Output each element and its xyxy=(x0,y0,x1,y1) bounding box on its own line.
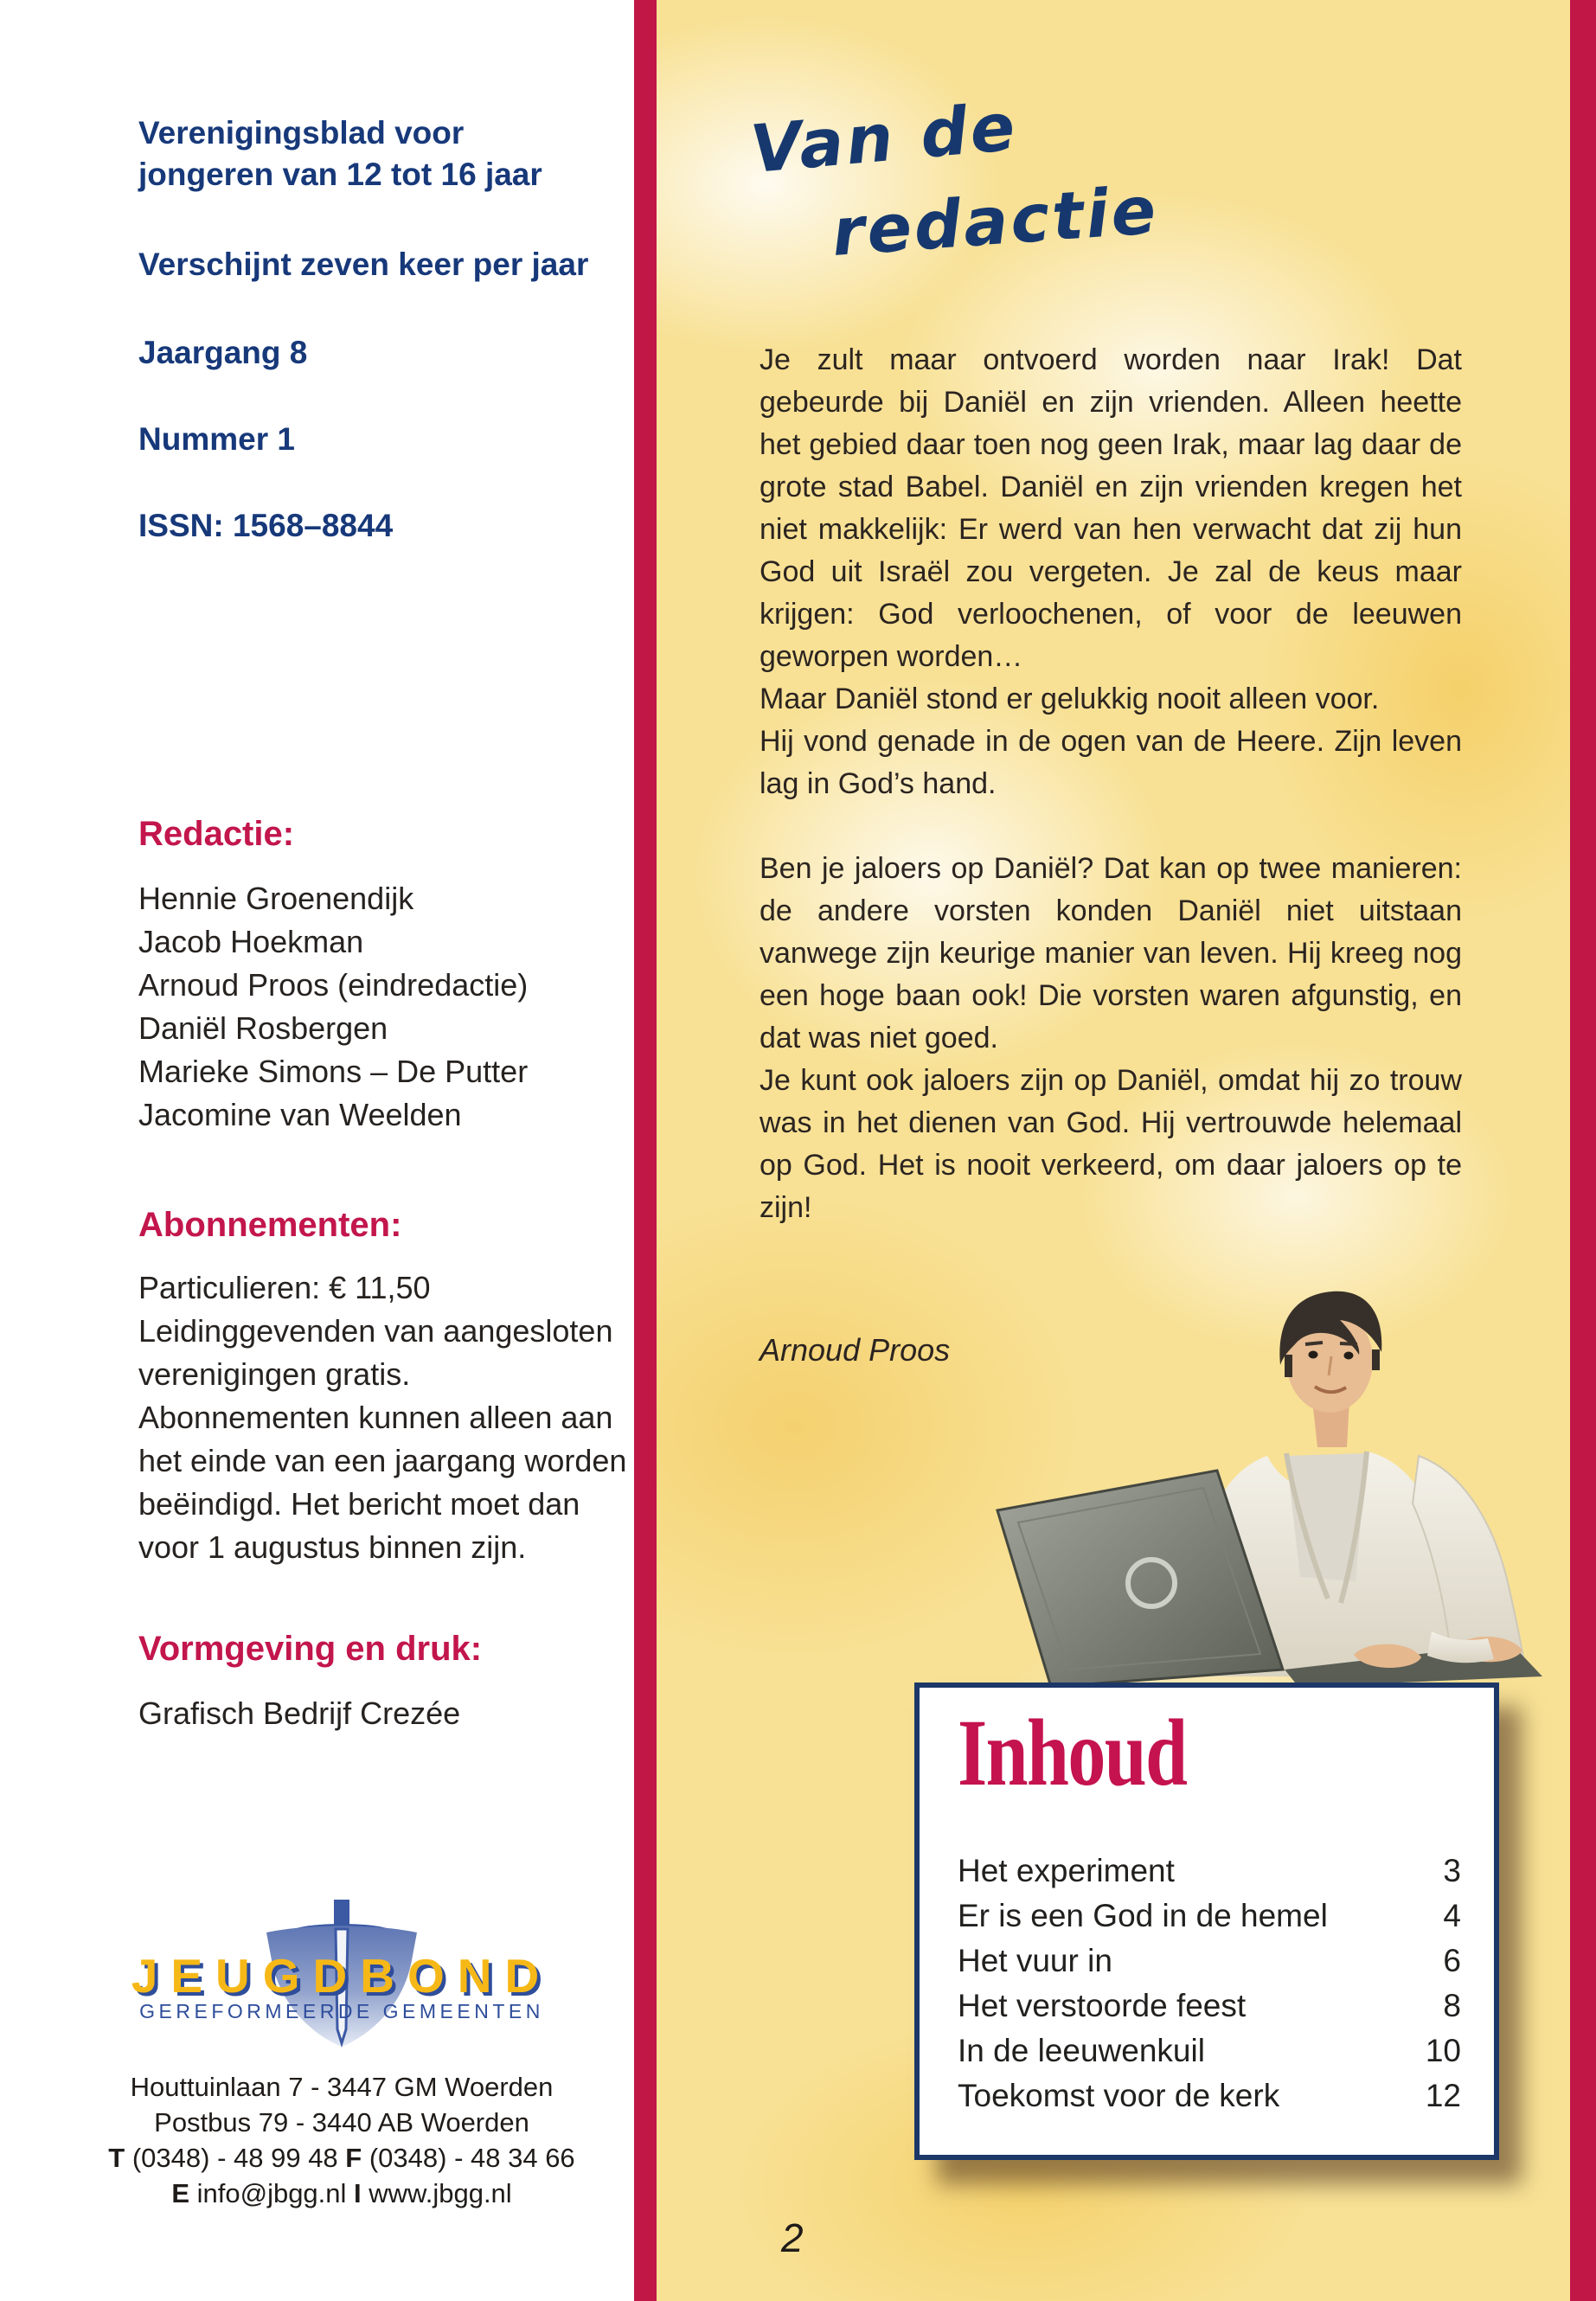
toc-label: Het vuur in xyxy=(958,1943,1112,1978)
toc-page-number: 4 xyxy=(1443,1898,1461,1933)
masthead-frequency: Verschijnt zeven keer per jaar xyxy=(138,247,589,282)
jeugdbond-subtitle: GEREFORMEERDE GEMEENTEN xyxy=(139,2000,544,2022)
address-label: T xyxy=(108,2143,125,2173)
text-line: jongeren van 12 tot 16 jaar xyxy=(138,157,542,192)
vormgeving-heading: Vormgeving en druk: xyxy=(138,1630,483,1668)
address-label: I xyxy=(354,2178,362,2208)
address-label: E xyxy=(171,2178,189,2208)
text-line: Marieke Simons – De Putter xyxy=(138,1054,529,1089)
paragraph xyxy=(760,848,1462,1229)
toc-label: Er is een God in de hemel xyxy=(958,1898,1328,1933)
masthead-audience xyxy=(138,112,623,195)
address-value: (0348) - 48 99 48 xyxy=(125,2143,346,2173)
toc-row xyxy=(958,1894,1461,1939)
text-line: Jacob Hoekman xyxy=(138,924,364,959)
inhoud-entries xyxy=(958,1849,1461,2118)
text-line: Abonnementen kunnen alleen aan xyxy=(138,1400,613,1435)
text-line: verenigingen gratis. xyxy=(138,1356,411,1392)
address-value: Postbus 79 - 3440 AB Woerden xyxy=(154,2107,529,2138)
editorial-signature: Arnoud Proos xyxy=(760,1332,951,1368)
abonnementen-text xyxy=(138,1266,626,1569)
paragraph-chunk: Je kunt ook jaloers zijn op Daniël, omdat hij zo trouw was in het dienen van God. Hij vertrouwde helemaal op God. Het is nooit verkeerd, om daar jaloers op te zijn! xyxy=(760,1064,1462,1224)
toc-row xyxy=(958,1849,1461,1894)
toc-page-number: 3 xyxy=(1443,1853,1461,1888)
toc-row xyxy=(958,2073,1461,2118)
editorial-title-line2: redactie xyxy=(829,170,1161,271)
paragraph-chunk: Hij vond genade in de ogen van de Heere. Zijn leven lag in God’s hand. xyxy=(760,725,1462,800)
editorial-title-line1: Van de xyxy=(747,87,1021,188)
toc-row xyxy=(958,2029,1461,2073)
text-line: voor 1 augustus binnen zijn. xyxy=(138,1529,527,1565)
jeugdbond-wordmark: JEUGDBOND xyxy=(131,1949,553,2003)
text-line: Jacomine van Weelden xyxy=(138,1097,462,1132)
toc-label: Toekomst voor de kerk xyxy=(958,2078,1280,2113)
page-number: 2 xyxy=(781,2215,804,2260)
address-line xyxy=(74,2069,610,2105)
address-block xyxy=(74,2069,610,2211)
right-edge-red-stripe xyxy=(1570,0,1596,2301)
toc-label: Het verstoorde feest xyxy=(958,1988,1247,2023)
toc-page-number: 12 xyxy=(1425,2078,1461,2113)
address-line xyxy=(74,2140,610,2176)
text-line: Arnoud Proos (eindredactie) xyxy=(138,967,529,1003)
inhoud-title: Inhoud xyxy=(958,1700,1187,1805)
text-line: beëindigd. Het bericht moet dan xyxy=(138,1486,580,1522)
redactie-heading: Redactie: xyxy=(138,815,295,853)
text-line: Daniël Rosbergen xyxy=(138,1010,388,1046)
toc-label: In de leeuwenkuil xyxy=(958,2033,1205,2068)
text-line: Leidinggevenden van aangesloten xyxy=(138,1313,613,1349)
address-line xyxy=(74,2105,610,2140)
text-line: Verenigingsblad voor xyxy=(138,115,465,151)
toc-page-number: 8 xyxy=(1443,1988,1461,2023)
address-value: www.jbgg.nl xyxy=(361,2178,512,2208)
address-value: (0348) - 48 34 66 xyxy=(362,2143,575,2173)
paragraph-chunk: Ben je jaloers op Daniël? Dat kan op twee manieren: de andere vorsten konden Daniël niet uitstaan vanwege zijn keurige manier van leven. Hij kreeg nog een hoge baan ook! Die vorsten waren afgunstig, en dat was niet goed. xyxy=(760,852,1462,1054)
address-label: F xyxy=(345,2143,362,2173)
address-value: info@jbgg.nl xyxy=(189,2178,355,2208)
toc-page-number: 10 xyxy=(1425,2033,1461,2068)
abonnementen-heading: Abonnementen: xyxy=(138,1206,402,1244)
masthead-issn: ISSN: 1568–8844 xyxy=(138,508,394,543)
paragraph xyxy=(760,339,1462,805)
man-with-laptop-photo xyxy=(982,1270,1570,1687)
editorial-body xyxy=(760,339,1462,1272)
masthead-issue: Nummer 1 xyxy=(138,421,295,457)
toc-row xyxy=(958,1939,1461,1984)
address-value: Houttuinlaan 7 - 3447 GM Woerden xyxy=(130,2072,554,2102)
toc-label: Het experiment xyxy=(958,1853,1175,1888)
toc-row xyxy=(958,1984,1461,2029)
masthead-volume: Jaargang 8 xyxy=(138,335,308,370)
inhoud-box xyxy=(914,1682,1499,2160)
text-line: het einde van een jaargang worden xyxy=(138,1443,627,1478)
address-line xyxy=(74,2176,610,2211)
center-red-stripe xyxy=(634,0,657,2301)
redactie-names xyxy=(138,877,528,1137)
text-line: Hennie Groenendijk xyxy=(138,881,414,916)
paragraph-chunk: Maar Daniël stond er gelukkig nooit alleen voor. xyxy=(760,683,1380,715)
paragraph-chunk: Je zult maar ontvoerd worden naar Irak! Dat gebeurde bij Daniël en zijn vrienden. Alleen heette het gebied daar toen nog geen Irak, maar lag daar de grote stad Babel. Daniël en zijn vrienden kregen het niet makkelijk: Er werd van hen verwacht dat zij hun God uit Israël zou vergeten. Je zal de keus maar krijgen: God verloochenen, of voor de leeuwen geworpen worden… xyxy=(760,343,1462,673)
toc-page-number: 6 xyxy=(1443,1943,1461,1978)
vormgeving-name: Grafisch Bedrijf Crezée xyxy=(138,1695,461,1731)
text-line: Particulieren: € 11,50 xyxy=(138,1270,431,1305)
